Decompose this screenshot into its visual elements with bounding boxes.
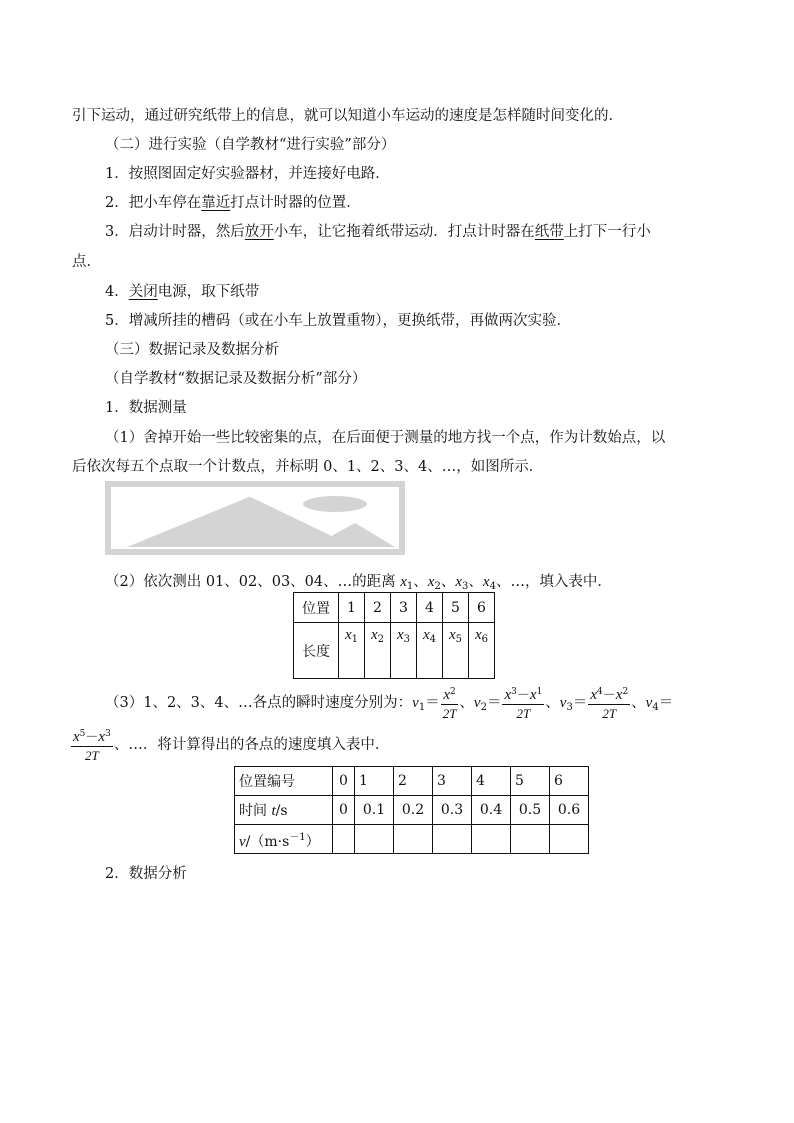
table-cell: 3 <box>391 593 417 623</box>
step-3: 3．启动计时器，然后放开小车，让它拖着纸带运动．打点计时器在纸带上打下一行小 <box>105 224 651 240</box>
table-cell <box>394 825 433 854</box>
fraction: $\frac{x^5-x^3}{2T}$ <box>71 726 113 764</box>
table-cell <box>472 825 511 854</box>
underlined-term: 关闭 <box>128 284 158 300</box>
section-heading-experiment: （二）进行实验（自学教材“进行实验”部分） <box>105 137 396 153</box>
table-row <box>235 796 589 825</box>
item-1-line-2: 后依次每五个点取一个计数点，并标明 0、1、2、3、4、…，如图所示． <box>72 459 544 475</box>
table-cell: 6 <box>469 593 495 623</box>
table-row <box>235 767 589 796</box>
table-cell: 0.1 <box>355 796 394 825</box>
table-cell: $x_2$ <box>365 623 391 679</box>
table-cell: 3 <box>433 767 472 796</box>
underlined-term: 放开 <box>244 224 274 240</box>
table-cell: 1 <box>339 593 365 623</box>
step-4: 4．关闭电源，取下纸带 <box>105 284 260 300</box>
table-cell: 0 <box>333 796 355 825</box>
table-cell <box>333 825 355 854</box>
table-row <box>294 623 495 679</box>
fraction: $\frac{x^3-x^1}{2T}$ <box>502 684 544 722</box>
table-row <box>235 825 589 854</box>
item-3-line-2: $\frac{x^5-x^3}{2T}$ 、…．将计算得出的各点的速度填入表中． <box>70 725 389 765</box>
section-heading-data: （三）数据记录及数据分析 <box>105 342 279 358</box>
fraction: $\frac{x^4-x^2}{2T}$ <box>588 684 630 722</box>
underlined-term: 纸带 <box>534 224 564 240</box>
item-3-line-1: （3）1、2、3、4、…各点的瞬时速度分别为：$v_1=$ $\frac{x^2}{2T}$ 、$v_2=$ $\frac{x^3-x^1}{2T}$ 、$v_3=$ $\frac{x^4-x^2}{2T}$ 、$v_4=$ <box>105 683 673 728</box>
table-cell <box>355 825 394 854</box>
table-cell: $x_4$ <box>417 623 443 679</box>
table-cell: $x_6$ <box>469 623 495 679</box>
fraction: $\frac{x^2}{2T}$ <box>441 684 459 722</box>
table-cell: 0.6 <box>550 796 589 825</box>
table-header-cell: 长度 <box>294 623 339 679</box>
table-cell: 4 <box>472 767 511 796</box>
table-cell <box>550 825 589 854</box>
item-1-line-1: （1）舍掉开始一些比较密集的点，在后面便于测量的地方找一个点，作为计数始点，以 <box>105 430 666 446</box>
table-cell: 6 <box>550 767 589 796</box>
tape-figure-image <box>105 481 405 555</box>
table-cell: 0.5 <box>511 796 550 825</box>
table-cell: 4 <box>417 593 443 623</box>
table-cell: 0 <box>333 767 355 796</box>
table-cell: $x_5$ <box>443 623 469 679</box>
table-header-cell: $v/(m\cdot s^{-1})$ <box>235 825 333 854</box>
table-cell: 5 <box>511 767 550 796</box>
subsection-data-analysis: 2．数据分析 <box>105 866 187 882</box>
table-header-cell: 时间 t/s <box>235 796 333 825</box>
table-header-cell: 位置 <box>294 593 339 623</box>
table-cell: $x_3$ <box>391 623 417 679</box>
table-cell: 0.4 <box>472 796 511 825</box>
item-2: （2）依次测出 01、02、03、04、…的距离 $x_1$、$x_2$、$x_3$、$x_4$、…，填入表中． <box>105 574 612 592</box>
length-table <box>293 592 495 679</box>
table-cell: 1 <box>355 767 394 796</box>
table-cell: 2 <box>394 767 433 796</box>
step-5: 5．增减所挂的槽码（或在小车上放置重物），更换纸带，再做两次实验． <box>105 313 571 329</box>
table-cell: 5 <box>443 593 469 623</box>
velocity-table <box>234 766 589 854</box>
table-cell: 0.3 <box>433 796 472 825</box>
subsection-data-measurement: 1．数据测量 <box>105 400 187 416</box>
step-3-continued: 点． <box>72 254 101 270</box>
table-cell: $x_1$ <box>339 623 365 679</box>
table-cell: 2 <box>365 593 391 623</box>
table-cell <box>433 825 472 854</box>
table-row <box>294 593 495 623</box>
paragraph-intro: 引下运动，通过研究纸带上的信息，就可以知道小车运动的速度是怎样随时间变化的． <box>72 108 623 124</box>
table-cell <box>511 825 550 854</box>
underlined-term: 靠近 <box>201 195 231 211</box>
step-2: 2．把小车停在靠近打点计时器的位置． <box>105 195 361 211</box>
placeholder-image-icon <box>105 481 405 555</box>
self-study-note: （自学教材“数据记录及数据分析”部分） <box>105 371 367 387</box>
table-cell: 0.2 <box>394 796 433 825</box>
step-1: 1．按照图固定好实验器材，并连接好电路． <box>105 166 390 182</box>
table-header-cell: 位置编号 <box>235 767 333 796</box>
